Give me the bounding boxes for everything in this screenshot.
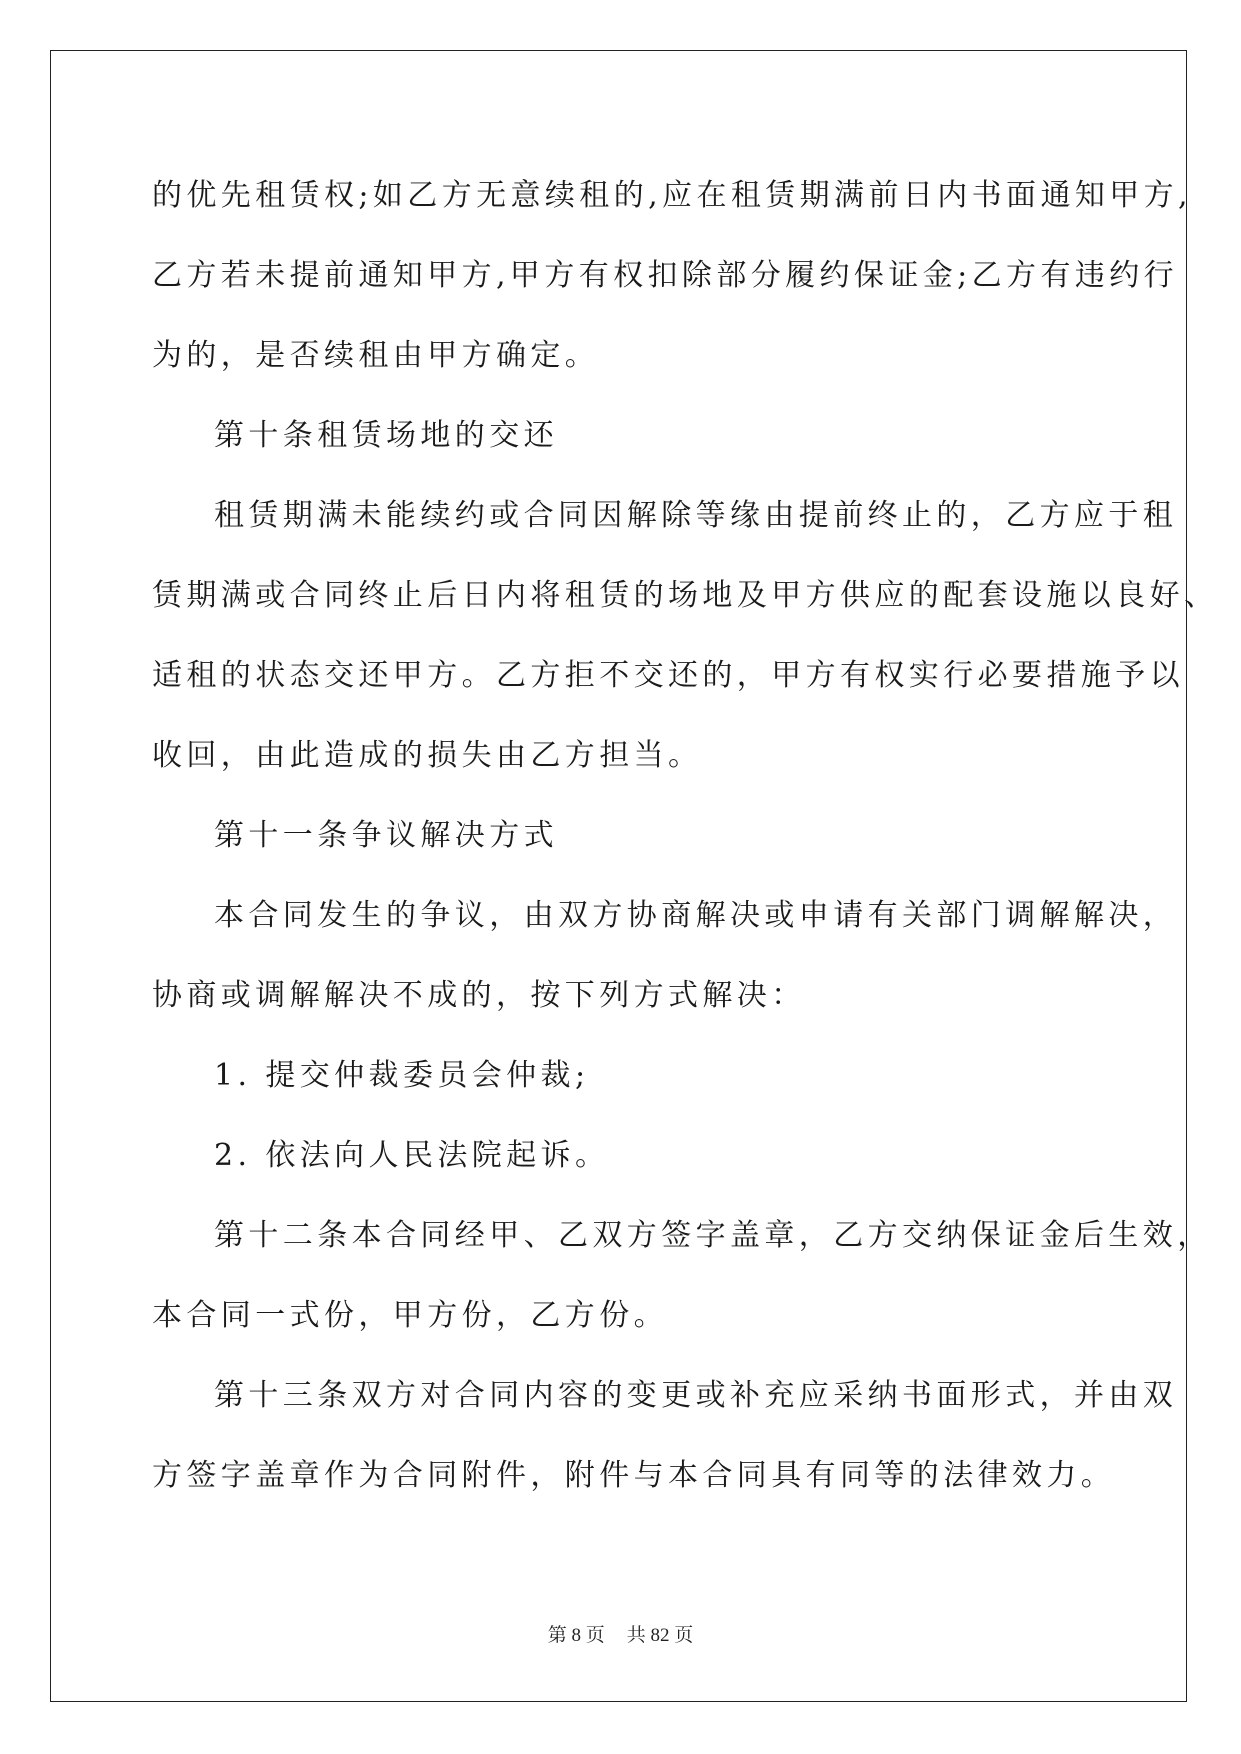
text-line: 的优先租赁权;如乙方无意续租的,应在租赁期满前日内书面通知甲方, bbox=[152, 178, 1192, 213]
text-line: 租赁期满未能续约或合同因解除等缘由提前终止的，乙方应于租 bbox=[214, 498, 1178, 533]
text-line: 第十二条本合同经甲、乙双方签字盖章，乙方交纳保证金后生效， bbox=[214, 1218, 1212, 1253]
document-body bbox=[152, 156, 1219, 1516]
text-line: 收回，由此造成的损失由乙方担当。 bbox=[152, 738, 703, 773]
text-line: 方签字盖章作为合同附件，附件与本合同具有同等的法律效力。 bbox=[152, 1458, 1116, 1493]
total-pages: 共 82 页 bbox=[626, 1625, 694, 1646]
list-item: 1. 提交仲裁委员会仲裁; bbox=[214, 1058, 590, 1093]
text-line: 协商或调解解决不成的，按下列方式解决： bbox=[152, 978, 806, 1013]
text-line: 本合同发生的争议，由双方协商解决或申请有关部门调解解决， bbox=[214, 898, 1178, 933]
text-line: 适租的状态交还甲方。乙方拒不交还的，甲方有权实行必要措施予以 bbox=[152, 658, 1184, 693]
list-item: 2. 依法向人民法院起诉。 bbox=[214, 1138, 610, 1173]
article-heading: 第十条租赁场地的交还 bbox=[214, 418, 558, 453]
text-line: 乙方若未提前通知甲方,甲方有权扣除部分履约保证金;乙方有违约行 bbox=[152, 258, 1179, 293]
page-number: 第 8 页 bbox=[547, 1625, 605, 1646]
page-footer bbox=[0, 1620, 1241, 1647]
text-line: 赁期满或合同终止后日内将租赁的场地及甲方供应的配套设施以良好、 bbox=[152, 578, 1219, 613]
article-heading: 第十一条争议解决方式 bbox=[214, 818, 558, 853]
text-line: 本合同一式份，甲方份，乙方份。 bbox=[152, 1298, 668, 1333]
text-line: 第十三条双方对合同内容的变更或补充应采纳书面形式，并由双 bbox=[214, 1378, 1178, 1413]
text-line: 为的，是否续租由甲方确定。 bbox=[152, 338, 600, 373]
